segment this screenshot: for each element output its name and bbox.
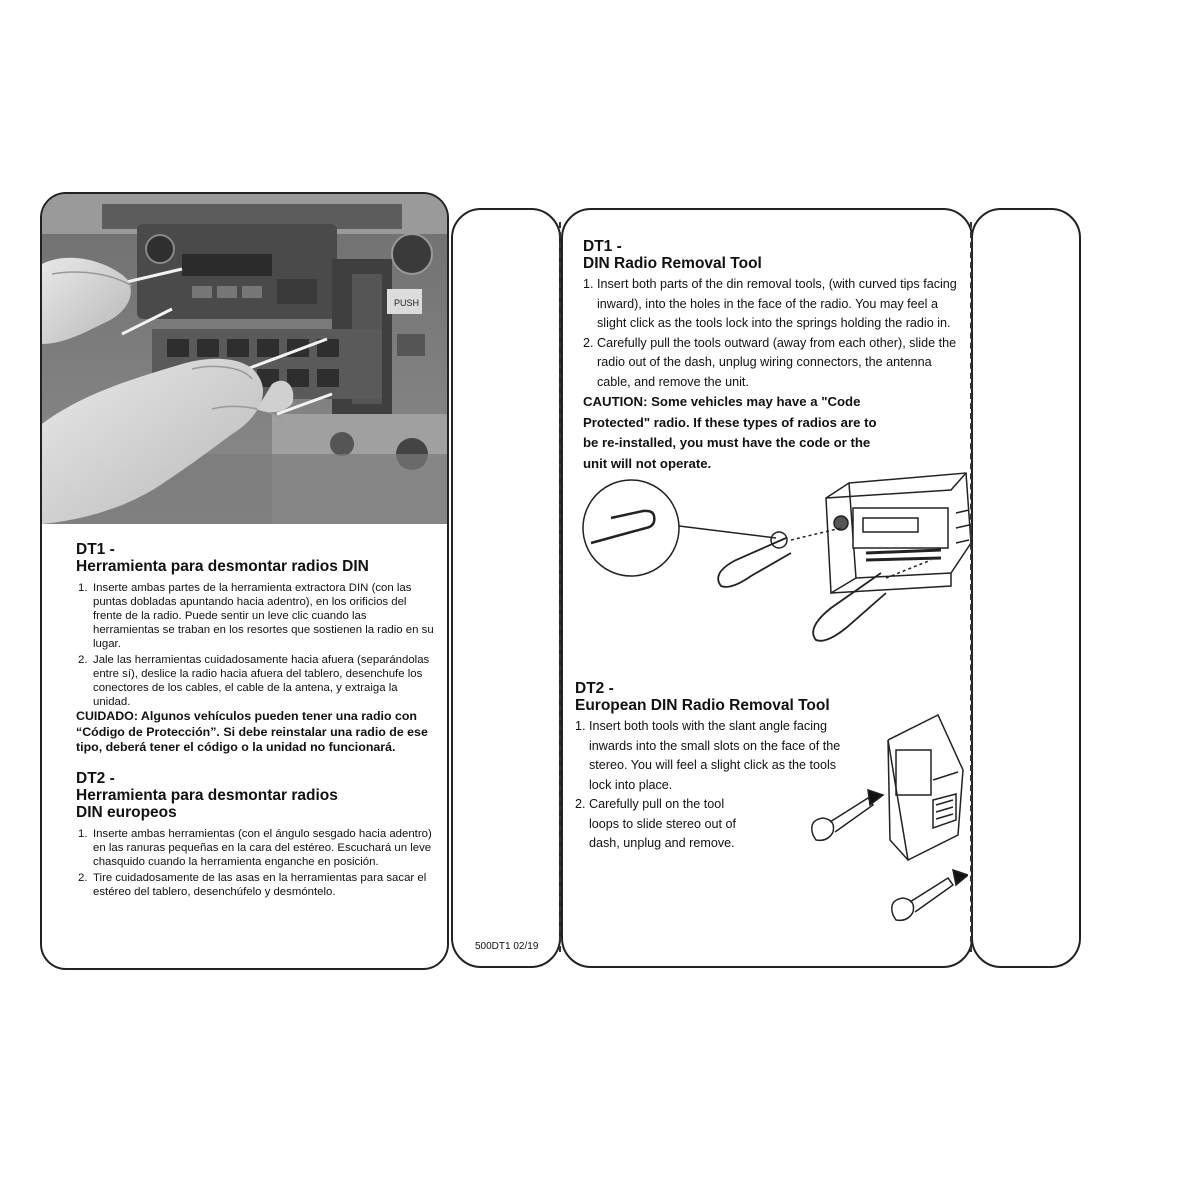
en-dt1-step-1 xyxy=(583,275,968,334)
en-dt2-step-2-number: 2. xyxy=(575,797,586,811)
es-dt2-step-2-text: Tire cuidadosamente de las asas en la herramientas para sacar el estéreo del tablero, desenchúfelo y desmóntelo. xyxy=(93,871,427,898)
es-dt1-step-2-text: Jale las herramientas cuidadosamente hacia afuera (separándolas entre sí), deslice la radio hacia afuera del tablero, desenchufe los conectores de los cables, el cable de la antena, y extraiga la unidad. xyxy=(93,654,430,708)
es-dt2-code: DT2 - xyxy=(76,769,115,787)
en-dt1-title: DIN Radio Removal Tool xyxy=(583,255,762,272)
english-instructions-panel xyxy=(561,208,973,968)
es-dt2-step-1 xyxy=(76,827,436,869)
din-removal-diagram xyxy=(581,468,976,668)
es-dt2-step-1-number: 1. xyxy=(78,827,88,840)
es-dt2-title-line-1: Herramienta para desmontar radios xyxy=(76,786,338,804)
en-dt1-step-2-number: 2. xyxy=(583,335,594,350)
spanish-instructions-panel xyxy=(40,192,449,970)
en-dt2-code: DT2 - xyxy=(575,680,614,697)
es-dt2-step-2 xyxy=(76,871,436,899)
spanish-text xyxy=(76,541,436,899)
es-dt1-step-2 xyxy=(76,653,436,709)
fold-flap-right xyxy=(971,208,1081,968)
es-caution: CUIDADO: Algunos vehículos pueden tener una radio con “Código de Protección”. Si debe reinstalar una radio de ese tipo, deberá tener el código o la unidad no funcionará. xyxy=(76,709,428,754)
fold-line-right xyxy=(970,222,972,952)
en-dt2-step-2-text: Carefully pull on the tool loops to slide stereo out of dash, unplug and remove. xyxy=(589,797,737,850)
en-dt1-step-2-text: Carefully pull the tools outward (away from each other), slide the radio out of the dash, unplug wiring connectors, the antenna cable, and remove the unit. xyxy=(597,335,957,389)
en-dt1-step-1-text: Insert both parts of the din removal tools, (with curved tips facing inward), into the holes in the face of the radio. You may feel a slight click as the tools lock into the springs holding the radio in. xyxy=(597,277,957,330)
es-dt2-title-line-2: DIN europeos xyxy=(76,803,177,821)
product-code: 500DT1 02/19 xyxy=(475,941,539,952)
en-dt1-code: DT1 - xyxy=(583,238,622,255)
en-dt1-step-1-number: 1. xyxy=(583,277,594,291)
en-caution: CAUTION: Some vehicles may have a "Code Protected" radio. If these types of radios are to be re-installed, you must have the code or the unit will not operate. xyxy=(583,394,877,471)
en-dt2-step-1-text: Insert both tools with the slant angle facing inwards into the small slots on the face of the stereo. You will feel a slight click as the tools lock into place. xyxy=(589,719,841,792)
en-dt2-title: European DIN Radio Removal Tool xyxy=(575,697,830,714)
dashboard-radio-photo xyxy=(42,194,447,524)
european-din-diagram xyxy=(808,710,968,940)
en-dt2-step-1-number: 1. xyxy=(575,719,586,733)
es-dt2-step-1-text: Inserte ambas herramientas (con el ángulo sesgado hacia adentro) en las ranuras pequeñas en la cara del estéreo. Escuchará un leve chasquido cuando la herramienta enganche en posición. xyxy=(93,827,432,868)
fold-line-left xyxy=(559,222,561,952)
en-dt1-step-2 xyxy=(583,334,968,393)
es-dt1-step-1-number: 1. xyxy=(78,582,88,594)
es-dt1-step-1 xyxy=(76,581,436,651)
english-dt1-section xyxy=(583,238,968,474)
push-label: PUSH xyxy=(394,298,420,308)
en-dt2-step-2 xyxy=(575,795,749,854)
es-dt1-code: DT1 - xyxy=(76,541,115,558)
es-dt1-title: Herramienta para desmontar radios DIN xyxy=(76,558,369,575)
fold-flap-left xyxy=(451,208,561,968)
es-dt1-step-2-number: 2. xyxy=(78,654,88,666)
es-dt2-step-2-number: 2. xyxy=(78,871,88,884)
es-dt1-step-1-text: Inserte ambas partes de la herramienta extractora DIN (con las puntas dobladas apuntando hacia adentro), en los orificios del frente de la radio. Puede sentir un leve clic cuando las herramientas se traban en los resortes que sostienen la radio en su lugar. xyxy=(93,582,434,650)
